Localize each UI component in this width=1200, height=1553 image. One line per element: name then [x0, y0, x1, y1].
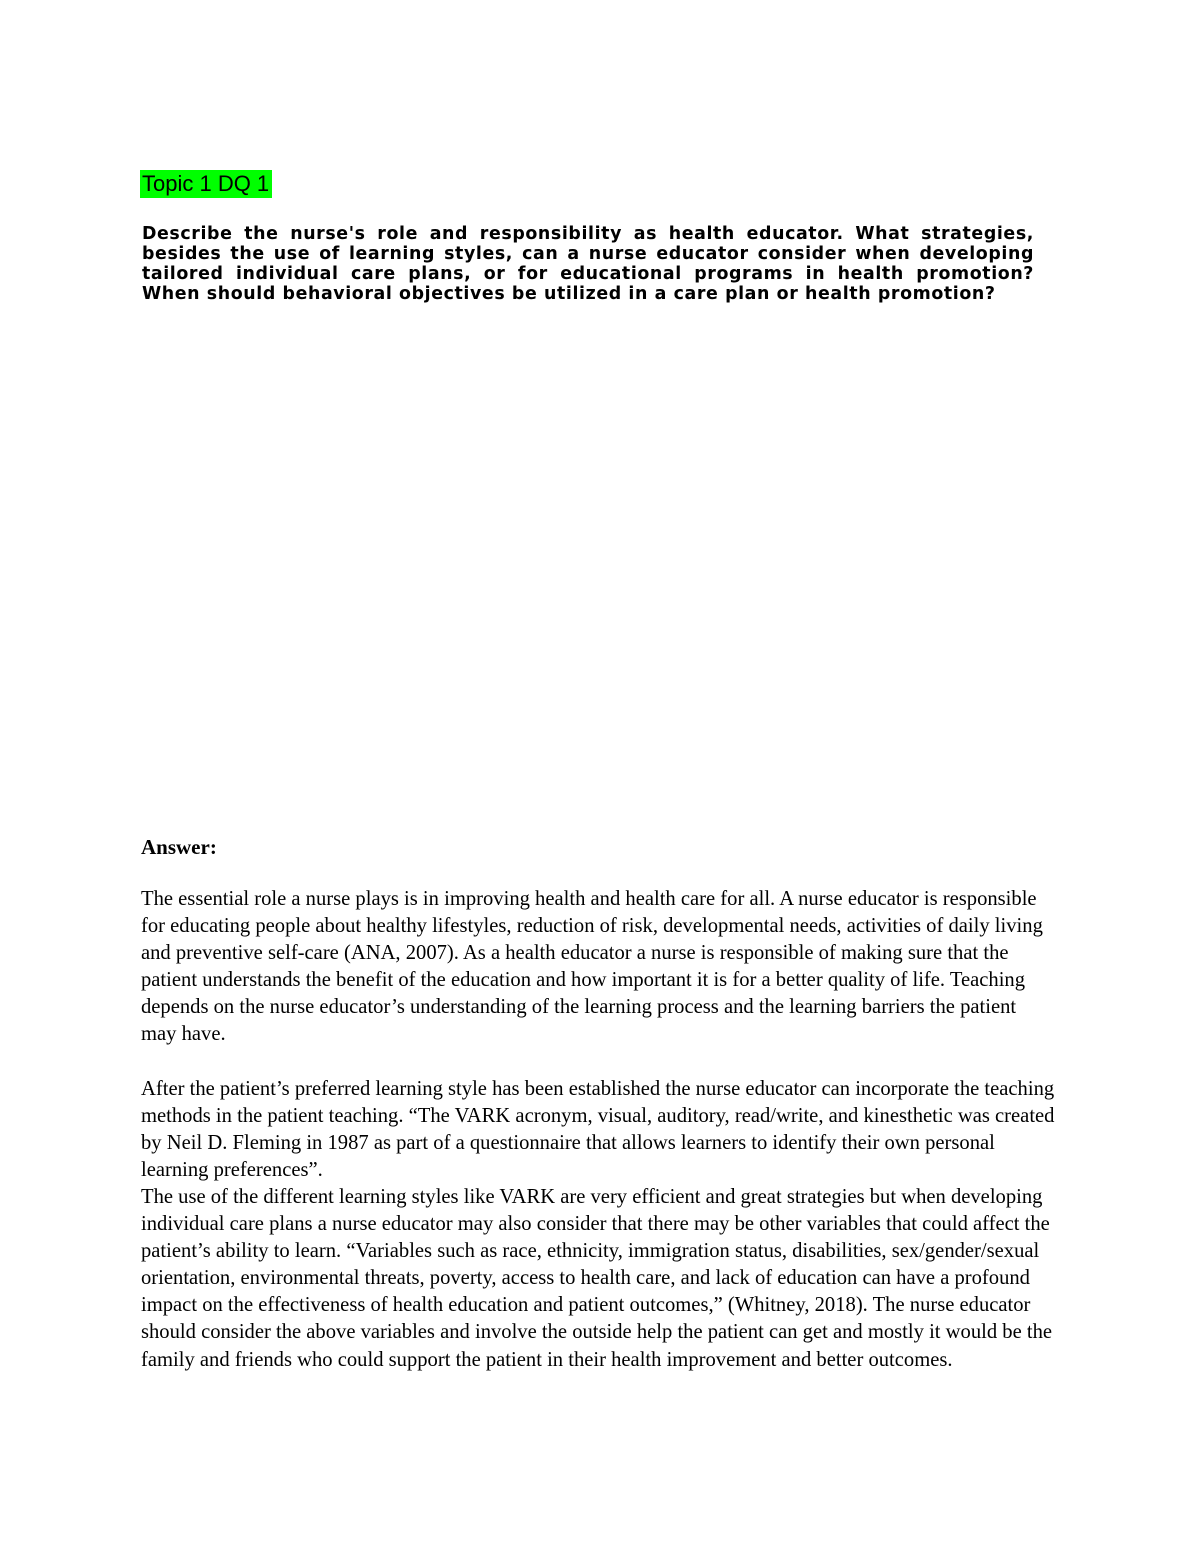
- discussion-question: Describe the nurse's role and responsibility as health educator. What strategies, besides the use of learning styles, can a nurse educator consider when developing tailored individual care plans, or for educational programs in health promotion? When should behavioral objectives be utilized in a care plan or health promotion?: [142, 224, 1034, 304]
- answer-paragraph-2: After the patient’s preferred learning style has been established the nurse educator can incorporate the teaching methods in the patient teaching. “The VARK acronym, visual, auditory, read/write, and kinesthetic was created by Neil D. Fleming in 1987 as part of a questionnaire that allows learners to identify their own personal learning preferences”.: [141, 1077, 1055, 1181]
- answer-paragraph-1: The essential role a nurse plays is in improving health and health care for all. A nurse educator is responsible for educating people about healthy lifestyles, reduction of risk, developmental needs, activities of daily living and preventive self-care (ANA, 2007). As a health educator a nurse is responsible of making sure that the patient understands the benefit of the education and how important it is for a better quality of life. Teaching depends on the nurse educator’s understanding of the learning process and the learning barriers the patient may have.: [141, 888, 1043, 1046]
- answer-body: [141, 886, 1056, 1374]
- answer-heading: Answer:: [141, 835, 217, 859]
- topic-title-highlighted: Topic 1 DQ 1: [140, 170, 272, 198]
- answer-paragraph-3: The use of the different learning styles like VARK are very efficient and great strategies but when developing individual care plans a nurse educator may also consider that there may be other variables that could affect the patient’s ability to learn. “Variables such as race, ethnicity, immigration status, disabilities, sex/gender/sexual orientation, environmental threats, poverty, access to health care, and lack of education can have a profound impact on the effectiveness of health education and patient outcomes,” (Whitney, 2018). The nurse educator should consider the above variables and involve the outside help the patient can get and mostly it would be the family and friends who could support the patient in their health improvement and better outcomes.: [141, 1185, 1053, 1371]
